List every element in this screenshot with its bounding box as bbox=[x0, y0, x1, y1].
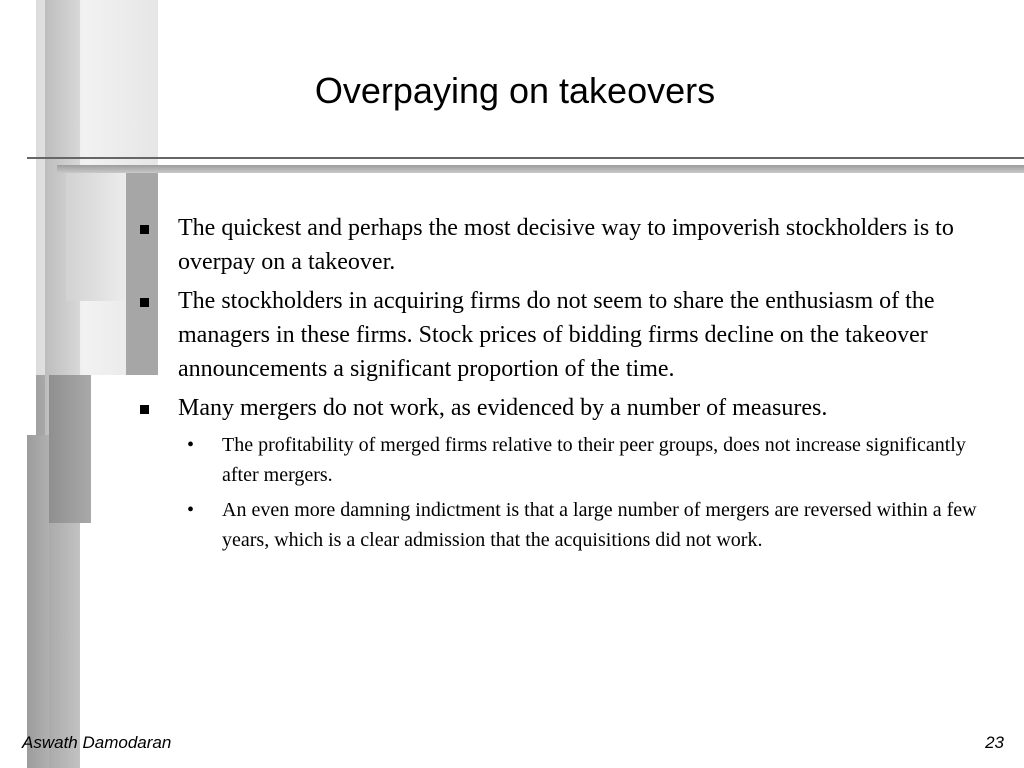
sub-bullet-text: An even more damning indictment is that a large number of mergers are reversed within a few years, which is a clear admission that the acquisitions did not work. bbox=[222, 499, 977, 551]
slide-title: Overpaying on takeovers bbox=[314, 70, 716, 111]
bullet-item bbox=[138, 391, 978, 425]
footer-author: Aswath Damodaran bbox=[22, 733, 172, 752]
title-divider-thin bbox=[27, 157, 1024, 159]
bullet-text: The quickest and perhaps the most decisive way to impoverish stockholders is to overpay on a takeover. bbox=[178, 215, 954, 275]
decorative-bar bbox=[49, 375, 91, 523]
decorative-bar bbox=[27, 435, 49, 768]
sub-bullet-text: The profitability of merged firms relative to their peer groups, does not increase significantly after mergers. bbox=[222, 434, 966, 486]
bullet-text: Many mergers do not work, as evidenced by a number of measures. bbox=[178, 395, 828, 421]
square-bullet-icon bbox=[140, 225, 149, 234]
square-bullet-icon bbox=[140, 298, 149, 307]
footer-page-number: 23 bbox=[985, 733, 1004, 752]
bullet-item bbox=[138, 284, 978, 386]
slide-body bbox=[138, 211, 978, 560]
decorative-bar bbox=[66, 173, 126, 301]
sub-bullet-item bbox=[138, 495, 978, 555]
sub-bullet-item bbox=[138, 430, 978, 490]
square-bullet-icon bbox=[140, 405, 149, 414]
dot-bullet-icon: • bbox=[187, 499, 195, 521]
title-divider-thick bbox=[57, 165, 1024, 173]
bullet-item bbox=[138, 211, 978, 279]
bullet-text: The stockholders in acquiring firms do not seem to share the enthusiasm of the managers in these firms. Stock prices of bidding firms decline on the takeover announcements a significant proportion of the time. bbox=[178, 288, 935, 382]
dot-bullet-icon: • bbox=[187, 434, 195, 456]
